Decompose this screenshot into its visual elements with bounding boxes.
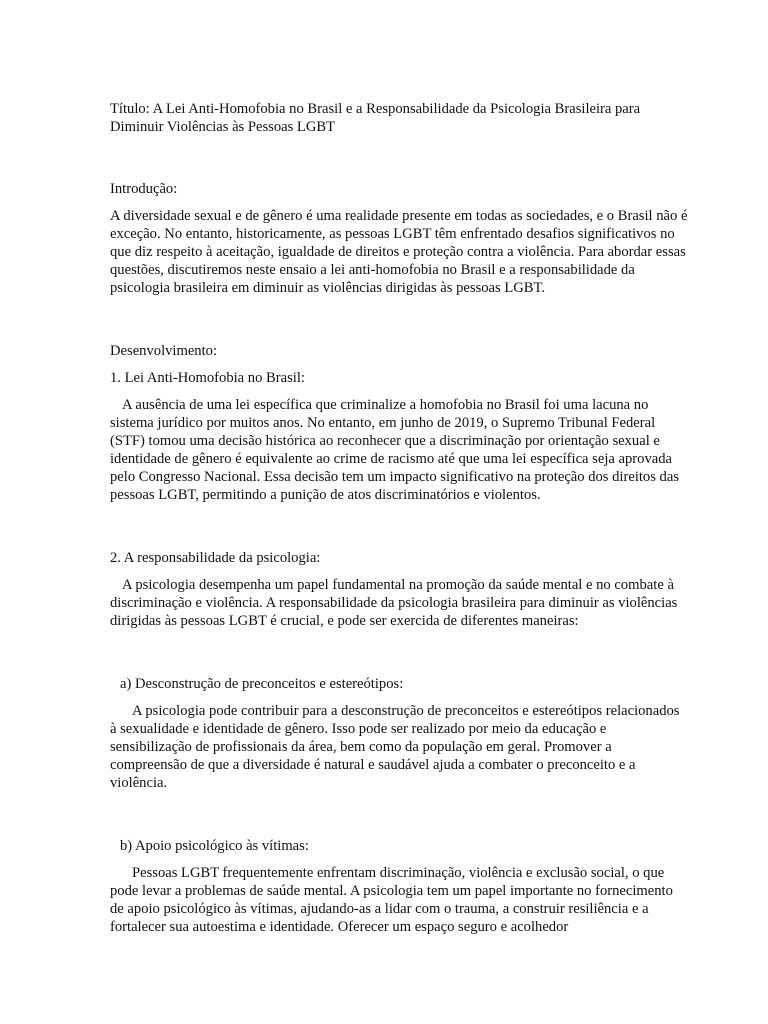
subsection-a-paragraph: A psicologia pode contribuir para a desconstrução de preconceitos e estereótipos relacionados à sexualidade e identidade de gênero. Isso pode ser realizado por meio da educação e sensibilização de profissionais da área, bem como da população em geral. Promover a compreensão de que a diversidade é natural e saudável ajuda a combater o preconceito e a violência. [110,703,680,791]
section1-paragraph: A ausência de uma lei específica que criminalize a homofobia no Brasil foi uma lacuna no sistema jurídico por muitos anos. No entanto, em junho de 2019, o Supremo Tribunal Federal (STF) tomou uma decisão histórica ao reconhecer que a discriminação por orientação sexual e identidade de gênero é equivalente ao crime de racismo até que uma lei específica seja aprovada pelo Congresso Nacional. Essa decisão tem um impacto significativo na proteção dos direitos das pessoas LGBT, permitindo a punição de atos discriminatórios e violentos. [110,397,680,503]
section1-heading: 1. Lei Anti-Homofobia no Brasil: [110,370,305,386]
intro-paragraph: A diversidade sexual e de gênero é uma realidade presente em todas as sociedades, e o Brasil não é exceção. No entanto, historicamente, as pessoas LGBT têm enfrentado desafios significativos no que diz respeito à aceitação, igualdade de direitos e proteção contra a violência. Para abordar essas questões, discutiremos neste ensaio a lei anti-homofobia no Brasil e a responsabilidade da psicologia brasileira em diminuir as violências dirigidas às pessoas LGBT. [110,208,688,296]
section2-heading: 2. A responsabilidade da psicologia: [110,550,321,566]
section2-paragraph: A psicologia desempenha um papel fundamental na promoção da saúde mental e no combate à discriminação e violência. A responsabilidade da psicologia brasileira para diminuir as violências dirigidas às pessoas LGBT é crucial, e pode ser exercida de diferentes maneiras: [110,577,678,629]
subsection-b-paragraph: Pessoas LGBT frequentemente enfrentam discriminação, violência e exclusão social, o que pode levar a problemas de saúde mental. A psicologia tem um papel importante no fornecimento de apoio psicológico às vítimas, ajudando-as a lidar com o trauma, a construir resiliência e a fortalecer sua autoestima e identidade. Oferecer um espaço seguro e acolhedor [110,865,673,935]
subsection-b-heading: b) Apoio psicológico às vítimas: [120,838,309,854]
intro-heading: Introdução: [110,181,178,197]
development-heading: Desenvolvimento: [110,343,218,359]
document-title: Título: A Lei Anti-Homofobia no Brasil e a Responsabilidade da Psicologia Brasileira para Diminuir Violências às Pessoas LGBT [110,101,641,135]
subsection-a-heading: a) Desconstrução de preconceitos e estereótipos: [120,676,404,692]
